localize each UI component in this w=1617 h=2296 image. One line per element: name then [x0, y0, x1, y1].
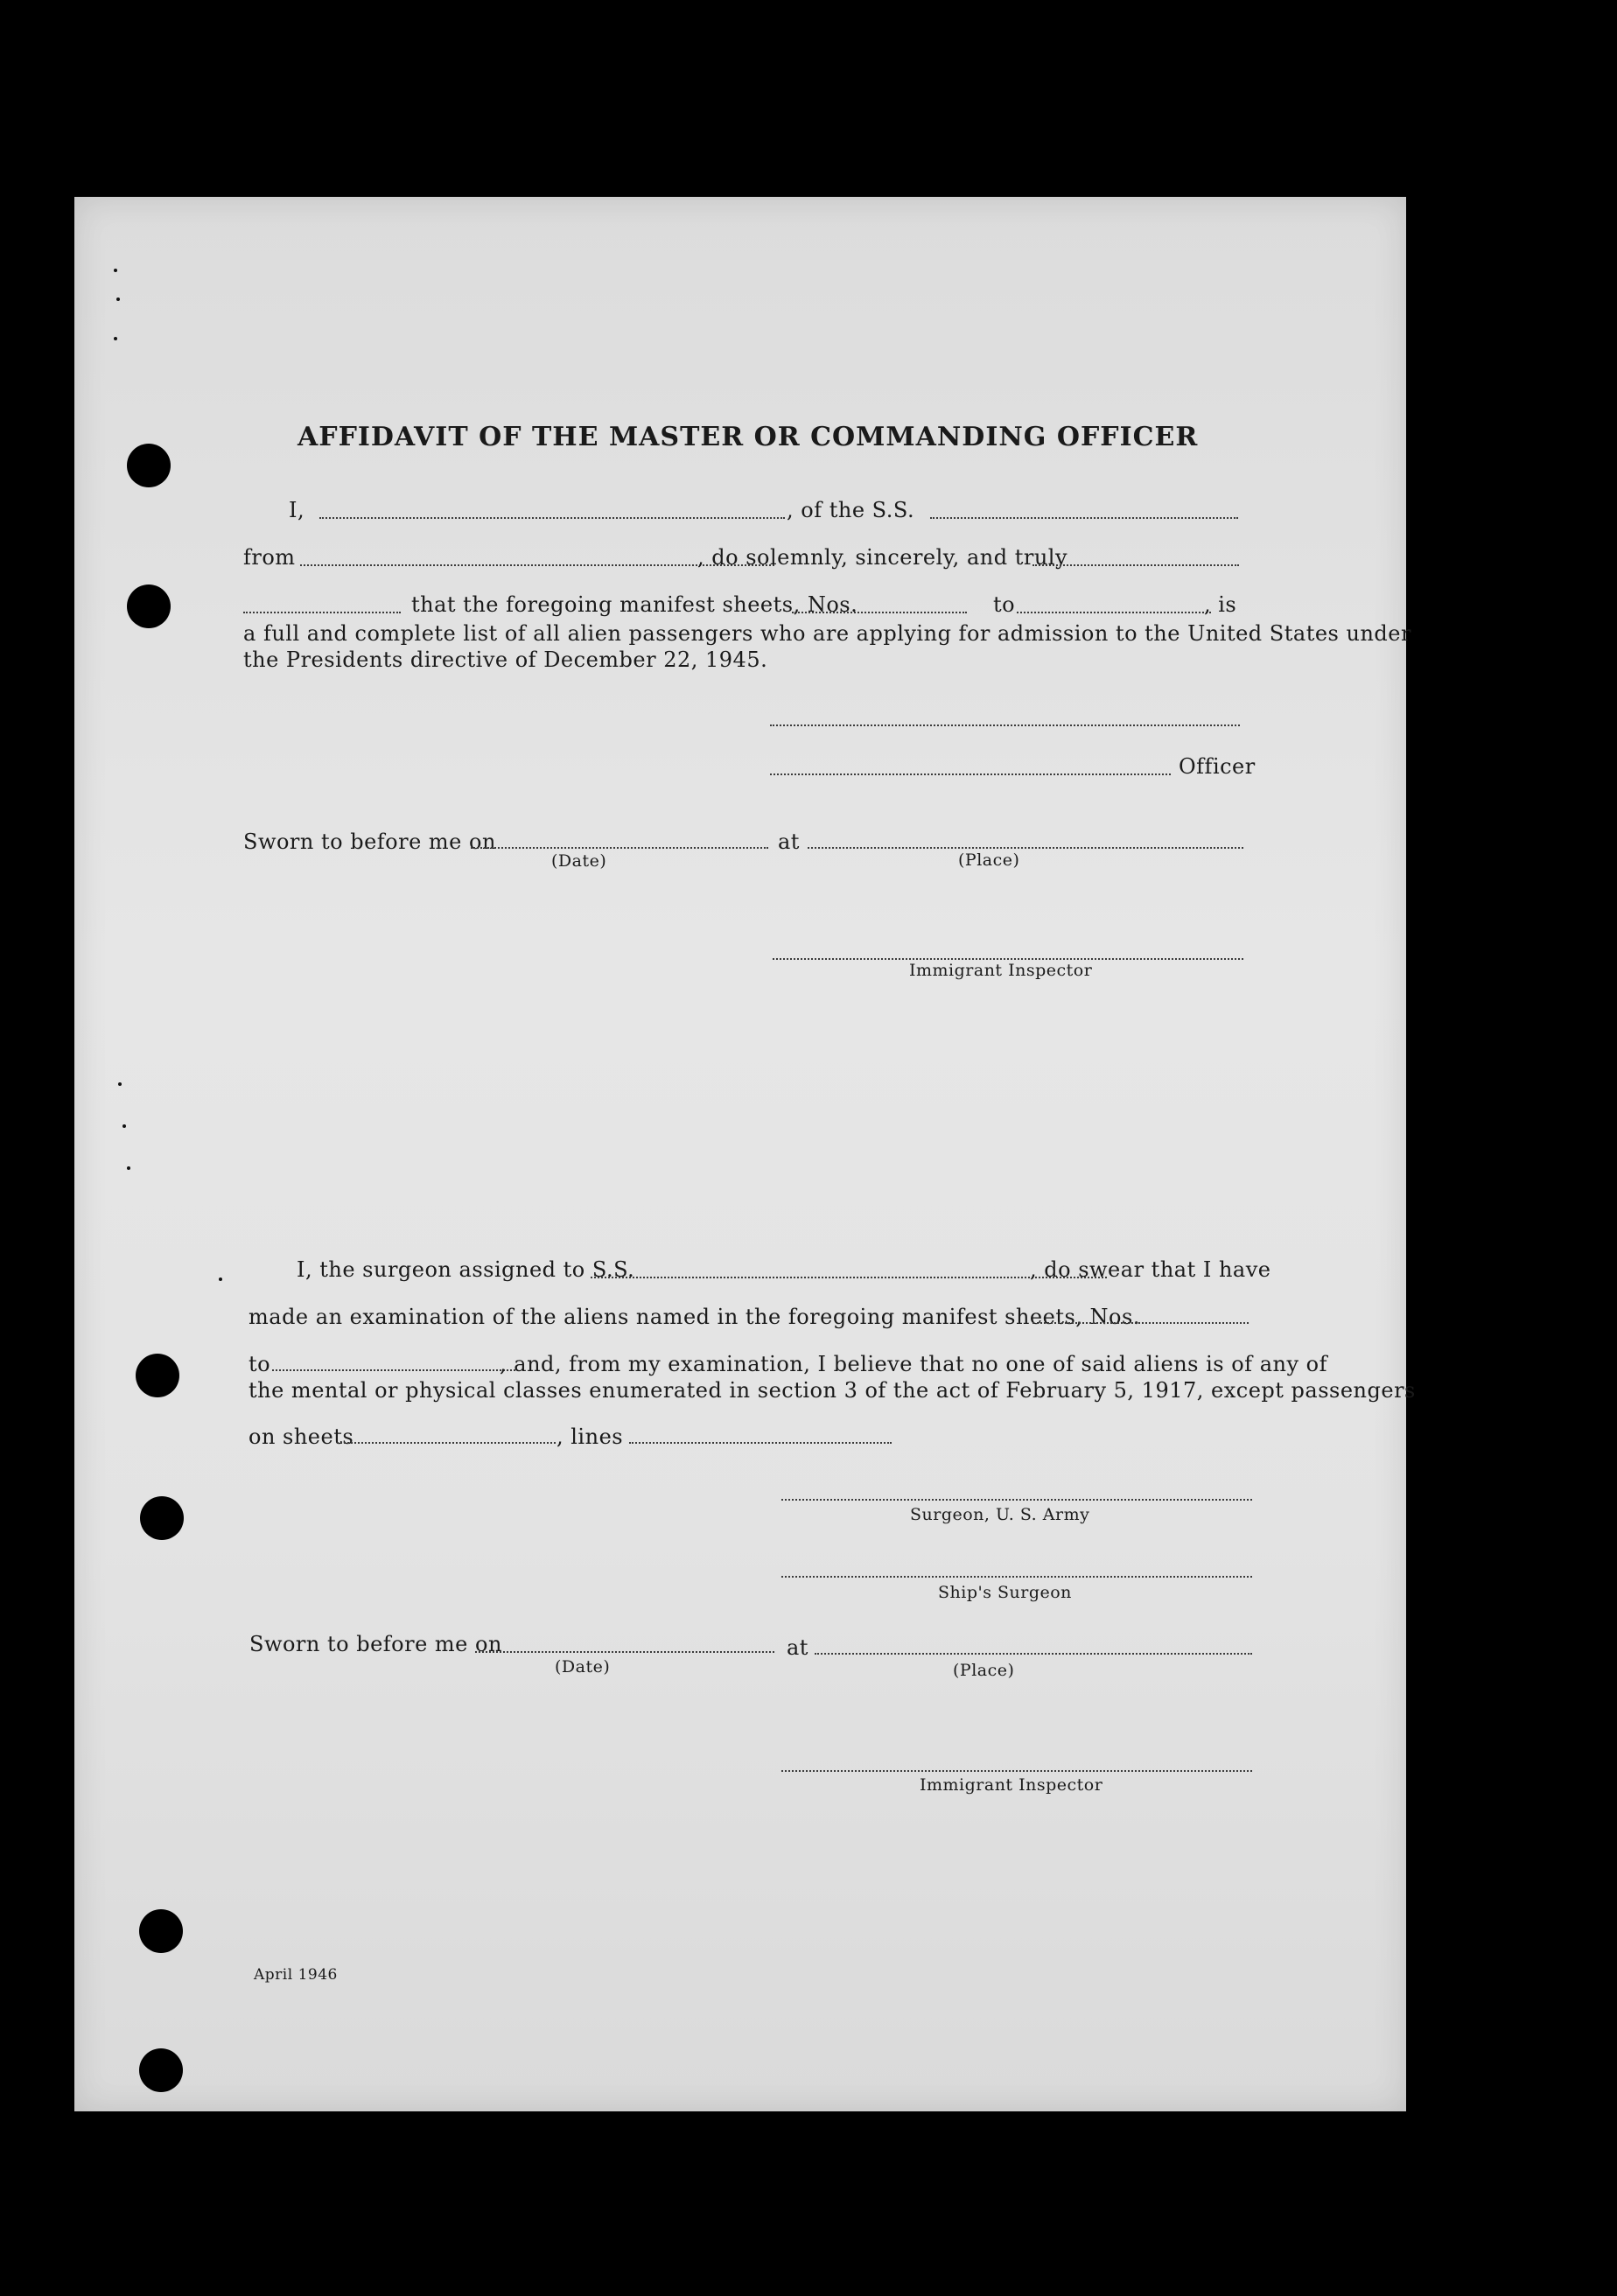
manifest-label: that the foregoing manifest sheets, Nos. — [411, 592, 858, 617]
surgeon-date-caption: (Date) — [555, 1657, 611, 1676]
speck — [116, 298, 120, 301]
master-signature-field[interactable] — [770, 724, 1240, 726]
statement-line-3: the Presidents directive of December 22, 1945. — [243, 648, 768, 672]
officer-label: Officer — [1179, 754, 1256, 779]
exam-sheet-from-field[interactable] — [1032, 1322, 1249, 1324]
place-caption: (Place) — [958, 850, 1020, 870]
except-sheets-field[interactable] — [337, 1442, 556, 1444]
surgeon-at-label: at — [787, 1635, 808, 1660]
except-lines-field[interactable] — [629, 1442, 892, 1444]
punch-hole — [127, 444, 171, 487]
from-label: from — [243, 545, 296, 570]
punch-hole — [139, 2048, 183, 2092]
surgeon-sworn-place-field[interactable] — [815, 1653, 1252, 1655]
surgeon-sworn-date-field[interactable] — [475, 1651, 774, 1653]
swear-label: , do swear that I have — [1030, 1257, 1271, 1282]
ship-name-field[interactable] — [930, 517, 1238, 519]
sheet-to-field[interactable] — [1017, 612, 1211, 613]
speck — [219, 1278, 222, 1281]
exam-label: made an examination of the aliens named in the foregoing manifest sheets, Nos. — [248, 1305, 1140, 1329]
punch-hole — [127, 584, 171, 628]
surgeon-inspector-caption: Immigrant Inspector — [920, 1775, 1103, 1795]
ship-surgeon-caption: Ship's Surgeon — [938, 1583, 1072, 1602]
solemnly-label: , do solemnly, sincerely, and truly — [697, 545, 1068, 570]
speck — [114, 337, 117, 340]
form-date: April 1946 — [254, 1966, 338, 1984]
i-label: I, — [289, 498, 305, 522]
speck — [122, 1124, 126, 1128]
belief-label: , and, from my examination, I believe that no one of said aliens is of any of — [500, 1352, 1327, 1376]
speck — [127, 1166, 130, 1170]
punch-hole — [139, 1909, 183, 1953]
to-label-surgeon: to — [248, 1352, 271, 1376]
to-label: to — [993, 592, 1016, 617]
ship-surgeon-signature-field[interactable] — [781, 1576, 1252, 1578]
form-sheet — [74, 197, 1416, 2111]
oath-word-field[interactable] — [243, 612, 401, 613]
at-label: at — [778, 830, 800, 854]
exam-sheet-to-field[interactable] — [272, 1369, 515, 1371]
on-sheets-label: on sheets — [248, 1424, 354, 1449]
sworn-date-field[interactable] — [471, 847, 768, 849]
punch-hole — [140, 1496, 184, 1540]
army-surgeon-caption: Surgeon, U. S. Army — [910, 1505, 1090, 1524]
classes-line: the mental or physical classes enumerated in section 3 of the act of February 5, 1917, except passengers — [248, 1378, 1416, 1403]
speck — [114, 269, 117, 272]
surgeon-sworn-label: Sworn to before me on — [249, 1632, 502, 1656]
oath-type-field[interactable] — [1032, 564, 1239, 566]
army-surgeon-signature-field[interactable] — [781, 1499, 1252, 1501]
lines-label: , lines — [556, 1424, 624, 1449]
punch-hole — [136, 1354, 179, 1397]
sworn-label: Sworn to before me on — [243, 830, 496, 854]
of-ss-label: , of the S.S. — [787, 498, 915, 522]
is-label: , is — [1204, 592, 1237, 617]
sheet-from-field[interactable] — [792, 612, 967, 613]
form-title: AFFIDAVIT OF THE MASTER OR COMMANDING OFFICER — [298, 422, 1199, 452]
inspector-caption: Immigrant Inspector — [909, 961, 1093, 980]
date-caption: (Date) — [551, 851, 607, 871]
surgeon-place-caption: (Place) — [953, 1661, 1015, 1680]
statement-line-2: a full and complete list of all alien passengers who are applying for admission to the United States under — [243, 621, 1411, 646]
officer-signature-field[interactable] — [770, 774, 1171, 775]
sworn-place-field[interactable] — [808, 847, 1243, 849]
master-name-field[interactable] — [319, 517, 785, 519]
inspector-signature-field[interactable] — [773, 958, 1243, 960]
surgeon-intro-label: I, the surgeon assigned to S.S. — [297, 1257, 635, 1282]
speck — [118, 1082, 122, 1086]
surgeon-inspector-signature-field[interactable] — [781, 1770, 1252, 1772]
